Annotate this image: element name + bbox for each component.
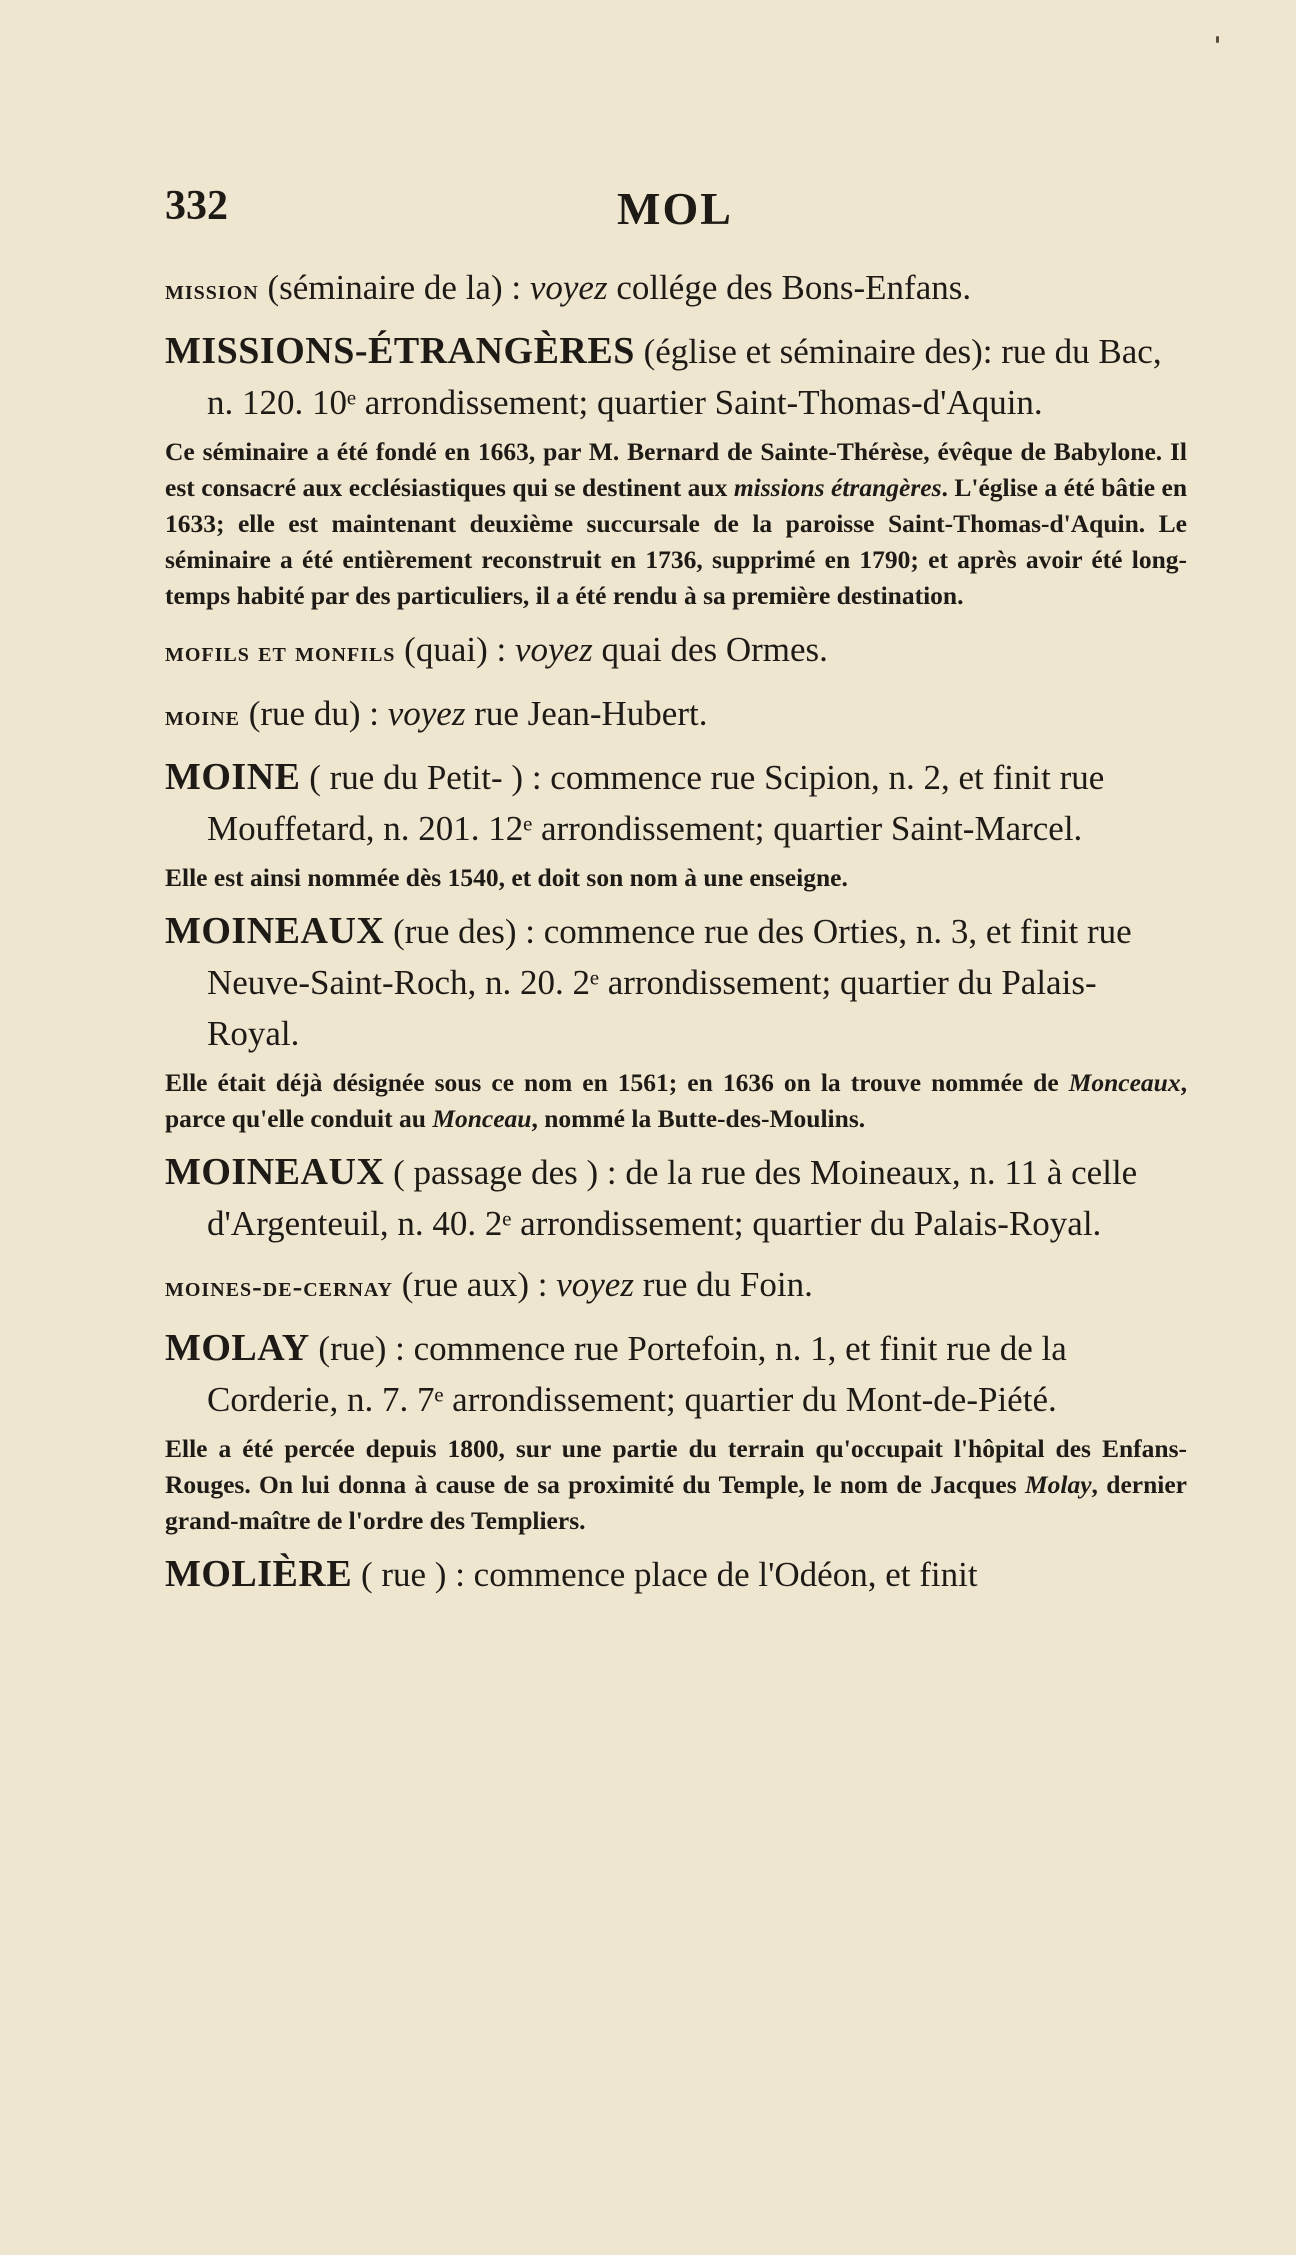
entry-text: (rue du) : <box>240 694 388 733</box>
entry-moines-de-cernay <box>165 1259 1187 1313</box>
print-speck <box>1216 36 1219 43</box>
note-text: Elle a été percée depuis 1800, sur une partie du terrain qu'occupait l'hôpital des Enfans-Rouges. On lui donna à cause de sa proximité du Temple, le nom de Jacques <box>165 1434 1187 1499</box>
entry-xref-target: quai des Ormes. <box>592 630 828 669</box>
entry-moineaux-rue <box>165 906 1187 1059</box>
entry-text: (séminaire de la) : <box>258 268 530 307</box>
entry-note <box>165 860 1187 896</box>
running-head: MOL <box>617 183 733 234</box>
entry-note <box>165 1065 1187 1137</box>
entry-headword: MOLAY <box>165 1327 310 1369</box>
entry-text: ( rue du Petit- ) : commence rue Scipion, n. 2, et finit rue Mouffetard, n. 201. 12ᵉ arrondissement; quartier Saint-Marcel. <box>207 758 1105 848</box>
entry-xref-target: rue du Foin. <box>633 1265 813 1304</box>
entry-text: (rue des) : commence rue des Orties, n. 3, et finit rue Neuve-Saint-Roch, n. 20. 2ᵉ arrondissement; quartier du Palais-Royal. <box>207 912 1132 1053</box>
entry-xref-word: voyez <box>529 268 608 307</box>
entry-note <box>165 434 1187 614</box>
entry-xref-word: voyez <box>514 630 593 669</box>
entry-text: ( rue ) : commence place de l'Odéon, et finit <box>352 1555 978 1594</box>
entry-xref-word: voyez <box>556 1265 634 1304</box>
note-text: , nommé la Butte-des-Moulins. <box>531 1104 866 1133</box>
note-text: Elle était déjà désignée sous ce nom en 1561; en 1636 on la trouve nommée de <box>165 1068 1069 1097</box>
entry-xref-target: collége des Bons-Enfans. <box>607 268 972 307</box>
entry-text: (rue aux) : <box>392 1265 557 1304</box>
note-italic: Monceau <box>432 1104 532 1133</box>
entry-missions-etrangeres <box>165 326 1187 428</box>
entry-text: (rue) : commence rue Portefoin, n. 1, et finit rue de la Corderie, n. 7. 7ᵉ arrondissement; quartier du Mont-de-Piété. <box>207 1329 1067 1419</box>
note-text: , dernier grand-maître de l'ordre des Templiers. <box>165 1470 1187 1535</box>
page-number: 332 <box>165 183 228 229</box>
note-text: , parce qu'elle conduit au <box>165 1068 1187 1133</box>
entry-headword: mission <box>165 274 259 306</box>
dictionary-entries <box>165 262 1187 1600</box>
entry-moineaux-passage <box>165 1147 1187 1249</box>
note-text: Ce séminaire a été fondé en 1663, par M. Bernard de Sainte-Thérèse, évêque de Babylone. Il est consacré aux ecclésiastiques qui se destinent aux <box>165 437 1187 502</box>
note-italic: Monceaux <box>1068 1068 1181 1097</box>
entry-headword: MOINEAUX <box>165 1151 385 1193</box>
entry-xref-word: voyez <box>387 694 466 733</box>
entry-mission <box>165 262 1187 316</box>
entry-note <box>165 1431 1187 1539</box>
page-header <box>165 182 1185 242</box>
entry-moine-petit <box>165 752 1187 854</box>
entry-headword: MOINEAUX <box>165 910 385 952</box>
entry-moine-xref <box>165 688 1187 742</box>
note-italic: Molay <box>1024 1470 1092 1499</box>
entry-headword: MISSIONS-ÉTRANGÈRES <box>165 330 635 372</box>
entry-headword: moines-de-cernay <box>165 1271 393 1303</box>
entry-xref-target: rue Jean-Hubert. <box>465 694 708 733</box>
entry-moliere <box>165 1549 1187 1600</box>
entry-molay <box>165 1323 1187 1425</box>
entry-mofils-et-monfils <box>165 624 1187 678</box>
entry-headword: moine <box>165 700 240 732</box>
entry-headword: MOLIÈRE <box>165 1553 353 1595</box>
note-italic: missions étrangères <box>733 473 942 502</box>
entry-text: ( passage des ) : de la rue des Moineaux, n. 11 à celle d'Argenteuil, n. 40. 2ᵉ arrondissement; quartier du Palais-Royal. <box>207 1153 1138 1243</box>
entry-headword: mofils et monfils <box>165 636 396 668</box>
entry-headword: MOINE <box>165 756 301 798</box>
entry-text: (quai) : <box>395 630 515 669</box>
entry-text: (église et séminaire des): rue du Bac, n. 120. 10ᵉ arrondissement; quartier Saint-Thomas-d'Aquin. <box>207 332 1162 422</box>
note-text: . L'église a été bâtie en 1633; elle est maintenant deuxième succursale de la paroisse Saint-Thomas-d'Aquin. Le séminaire a été entièrement reconstruit en 1736, supprimé en 1790; et après avoir été long-temps habité par des particuliers, il a été rendu à sa première destination. <box>165 473 1188 610</box>
note-text: Elle est ainsi nommée dès 1540, et doit son nom à une enseigne. <box>165 863 848 892</box>
